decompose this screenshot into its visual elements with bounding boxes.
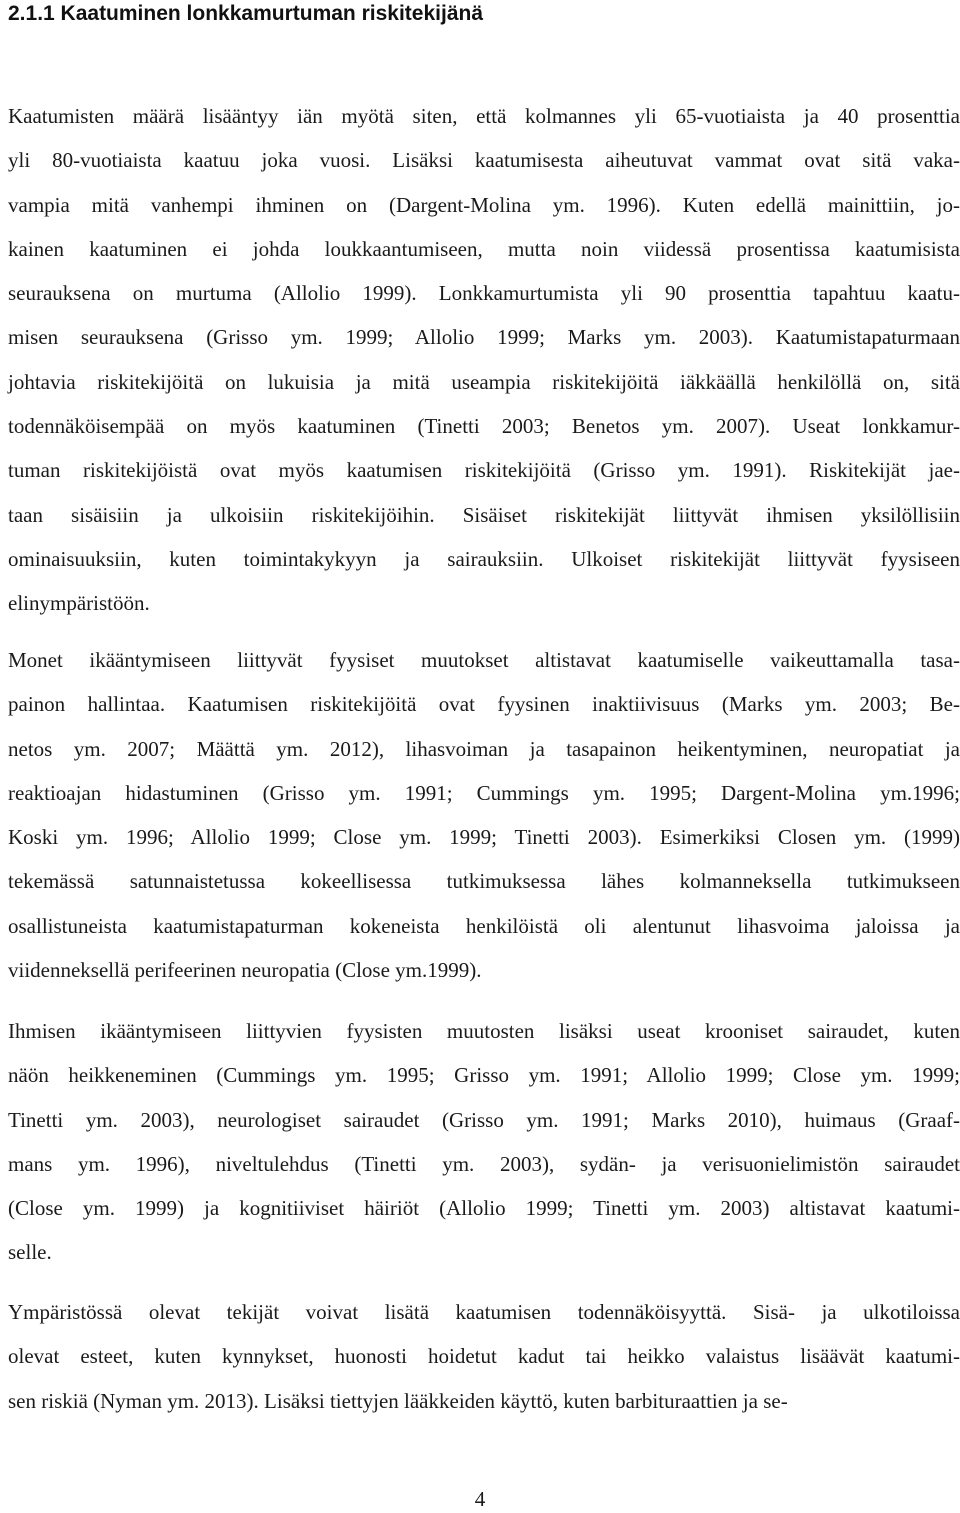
text-line: Kaatumisten määrä lisääntyy iän myötä siten, että kolmannes yli 65-vuotiaista ja 40 prosenttia [8, 104, 960, 128]
text-line: vampia mitä vanhempi ihminen on (Dargent-Molina ym. 1996). Kuten edellä mainittiin, jo- [8, 192, 960, 217]
text-line: netos ym. 2007; Määttä ym. 2012), lihasvoiman ja tasapainon heikentyminen, neuropatiat ja [8, 736, 960, 761]
text-line: ominaisuuksiin, kuten toimintakykyyn ja sairauksiin. Ulkoiset riskitekijät liittyvät fyysiseen [8, 546, 960, 571]
text-line: Tinetti ym. 2003), neurologiset sairaudet (Grisso ym. 1991; Marks 2010), huimaus (Graaf- [8, 1107, 960, 1132]
text-line: olevat esteet, kuten kynnykset, huonosti hoidetut kadut tai heikko valaistus lisäävät kaatumi- [8, 1344, 960, 1369]
text-line: Ihmisen ikääntymiseen liittyvien fyysisten muutosten lisäksi useat krooniset sairaudet, kuten [8, 1019, 960, 1043]
paragraph-4 [8, 1297, 960, 1430]
paragraph-3 [8, 1016, 960, 1282]
text-line: johtavia riskitekijöitä on lukuisia ja mitä useampia riskitekijöitä iäkkäällä henkilöllä on, sitä [8, 369, 960, 394]
text-line: (Close ym. 1999) ja kognitiiviset häiriöt (Allolio 1999; Tinetti ym. 2003) altistavat kaatumi- [8, 1196, 960, 1221]
text-line: todennäköisempää on myös kaatuminen (Tinetti 2003; Benetos ym. 2007). Useat lonkkamur- [8, 414, 960, 439]
text-line: mans ym. 1996), niveltulehdus (Tinetti ym. 2003), sydän- ja verisuonielimistön sairaudet [8, 1151, 960, 1176]
text-line: viidenneksellä perifeerinen neuropatia (Close ym.1999). [8, 958, 482, 983]
text-line: taan sisäisiin ja ulkoisiin riskitekijöihin. Sisäiset riskitekijät liittyvät ihmisen yksilöllisiin [8, 502, 960, 527]
text-line: tuman riskitekijöistä ovat myös kaatumisen riskitekijöitä (Grisso ym. 1991). Riskitekijät jae- [8, 458, 960, 483]
text-line: sen riskiä (Nyman ym. 2013). Lisäksi tiettyjen lääkkeiden käyttö, kuten barbituraattien ja se- [8, 1388, 788, 1413]
text-line: misen seurauksena (Grisso ym. 1999; Allolio 1999; Marks ym. 2003). Kaatumistapaturmaan [8, 325, 960, 350]
text-line: yli 80-vuotiaista kaatuu joka vuosi. Lisäksi kaatumisesta aiheutuvat vammat ovat sitä vaka- [8, 148, 960, 173]
text-line: selle. [8, 1240, 52, 1265]
paragraph-1 [8, 101, 960, 633]
text-line: näön heikkeneminen (Cummings ym. 1995; Grisso ym. 1991; Allolio 1999; Close ym. 1999; [8, 1063, 960, 1088]
text-line: tekemässä satunnaistetussa kokeellisessa tutkimuksessa lähes kolmanneksella tutkimukseen [8, 869, 960, 894]
text-line: kainen kaatuminen ei johda loukkaantumiseen, mutta noin viidessä prosentissa kaatumisista [8, 236, 960, 261]
text-line: osallistuneista kaatumistapaturman kokeneista henkilöistä oli alentunut lihasvoima jaloissa ja [8, 913, 960, 938]
page-number: 4 [474, 1487, 486, 1511]
text-line: elinympäristöön. [8, 591, 150, 616]
text-line: Koski ym. 1996; Allolio 1999; Close ym. 1999; Tinetti 2003). Esimerkiksi Closen ym. (1999) [8, 825, 960, 850]
text-line: painon hallintaa. Kaatumisen riskitekijöitä ovat fyysinen inaktiivisuus (Marks ym. 2003; Be- [8, 692, 960, 717]
paragraph-2 [8, 645, 960, 999]
section-heading: 2.1.1 Kaatuminen lonkkamurtuman riskitekijänä [8, 2, 484, 25]
text-line: seurauksena on murtuma (Allolio 1999). Lonkkamurtumista yli 90 prosenttia tapahtuu kaatu- [8, 281, 960, 306]
text-line: Ympäristössä olevat tekijät voivat lisätä kaatumisen todennäköisyyttä. Sisä- ja ulkotiloissa [8, 1300, 960, 1324]
text-line: reaktioajan hidastuminen (Grisso ym. 1991; Cummings ym. 1995; Dargent-Molina ym.1996; [8, 780, 960, 805]
text-line: Monet ikääntymiseen liittyvät fyysiset muutokset altistavat kaatumiselle vaikeuttamalla tasa- [8, 648, 960, 672]
